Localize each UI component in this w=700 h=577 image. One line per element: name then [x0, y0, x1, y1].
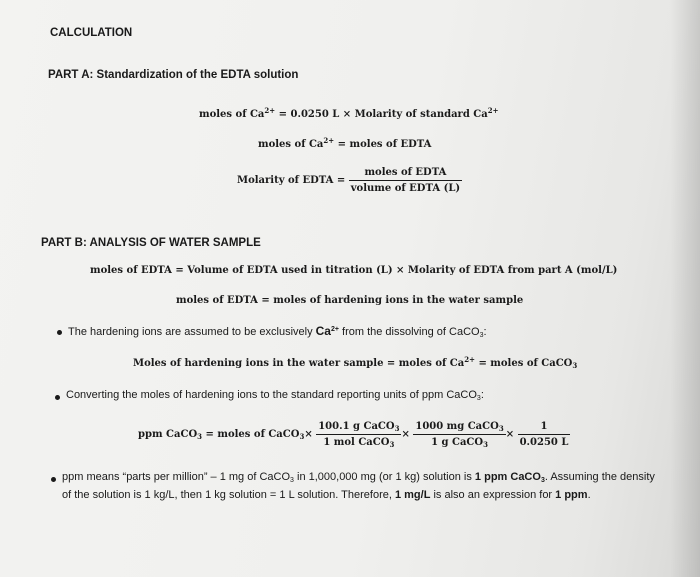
- part-a-equation-1: moles of $Ca^{2+} = 0.0250$ L × Molarity of standard $Ca^{2+}$: [199, 106, 499, 120]
- part-b-equation-3: Moles of hardening ions in the water sample = moles of $Ca^{2+}$ = moles of CaCO$_3$: [133, 355, 578, 370]
- ppm-conversion-equation: ppm CaCO$_3$ = moles of CaCO$_3$× $\frac{100.1 g CaCO_3}{1 mol CaCO_3}$ × $\frac{1000 mg CaCO_3}{1 g CaCO_3}$ × $\frac{1}{0.0250 L}$: [138, 421, 569, 449]
- bullet-icon: [55, 395, 60, 400]
- fraction-mg-per-g: $\frac{1000 mg CaCO_3}{1 g CaCO_3}$: [415, 421, 504, 449]
- bullet-hardening-ions: The hardening ions are assumed to be exclusively $Ca^{2+}$ from the dissolving of CaCO$_3$:: [68, 324, 487, 339]
- fraction-molar-mass: $\frac{100.1 g CaCO_3}{1 mol CaCO_3}$: [318, 421, 400, 449]
- part-a-heading: PART A: Standardization of the EDTA solution: [48, 69, 299, 81]
- part-a-equation-3: Molarity of EDTA = $\frac{\text{moles of EDTA}}{\text{volume of EDTA (L)}}$: [237, 167, 461, 194]
- bullet-ppm-definition: ppm means “parts per million” – 1 mg of CaCO$_3$ in 1,000,000 mg (or 1 kg) solution is 1 ppm CaCO$_3$. Assuming the density of the solution is 1 kg/L, then 1 kg solution = 1 L solution. Therefore, 1 mg/L is also an expression for 1 ppm.: [62, 471, 655, 501]
- part-a-equation-2: moles of $Ca^{2+}$ = moles of EDTA: [258, 136, 432, 150]
- bullet-icon: [57, 330, 62, 335]
- bullet-converting: Converting the moles of hardening ions to the standard reporting units of ppm CaCO$_3$:: [66, 389, 484, 402]
- part-b-heading: PART B: ANALYSIS OF WATER SAMPLE: [41, 237, 261, 249]
- part-b-equation-1: moles of EDTA = Volume of EDTA used in titration (L) × Molarity of EDTA from part A (mol/L): [90, 265, 618, 276]
- molarity-fraction: $\frac{\text{moles of EDTA}}{\text{volume of EDTA (L)}}$: [350, 167, 461, 194]
- page-title: CALCULATION: [50, 27, 133, 39]
- bullet-icon: [51, 477, 56, 482]
- fraction-per-volume: $\frac{1}{0.0250 L}$: [519, 421, 569, 448]
- part-b-equation-2: moles of EDTA = moles of hardening ions in the water sample: [176, 295, 524, 306]
